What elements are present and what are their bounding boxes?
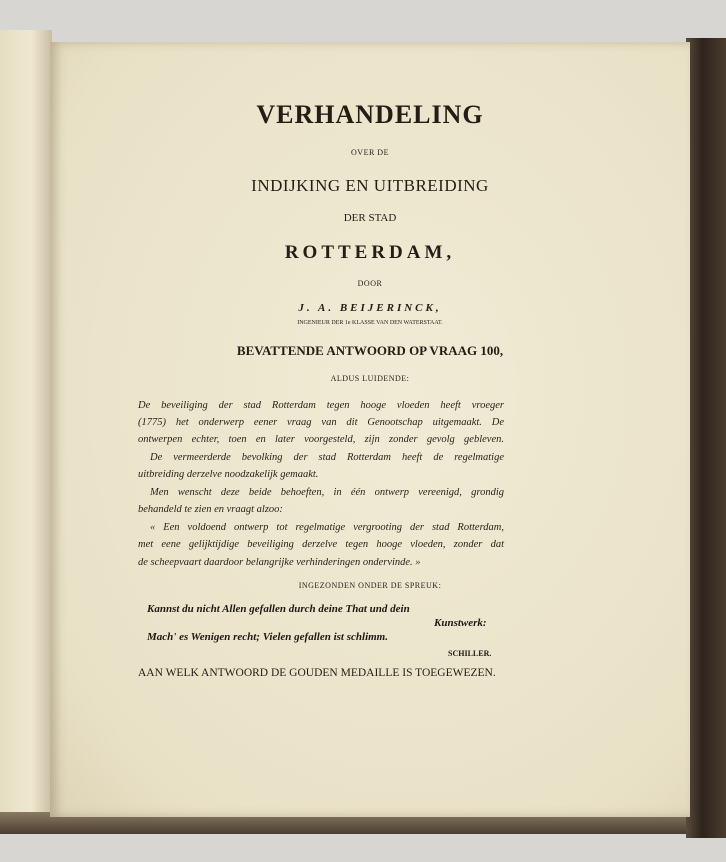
question-line: behandeld te zien en vraagt alzoo: [138, 504, 283, 515]
book-spine-edge [686, 38, 726, 838]
question-line: « Een voldoend ontwerp tot regelmatige vergrooting der stad Rotterdam, [150, 522, 504, 533]
question-line: Men wenscht deze beide behoeften, in één ontwerp vereenigd, grondig [150, 487, 504, 498]
door: DOOR [357, 279, 383, 288]
question-line: de scheepvaart daardoor belangrijke verhinderingen ondervinde. » [138, 557, 421, 568]
aldus-luidende: ALDUS LUIDENDE: [330, 374, 410, 383]
city: ROTTERDAM, [284, 242, 456, 263]
motto-line: Kunstwerk: [434, 617, 487, 629]
left-page [0, 30, 52, 820]
motto-line: Kannst du nicht Allen gefallen durch deine That und dein [147, 603, 410, 615]
over-de: OVER DE [351, 148, 389, 157]
subject: INDIJKING EN UITBREIDING [251, 176, 489, 195]
motto-line: Mach' es Wenigen recht; Vielen gefallen ist schlimm. [147, 631, 388, 643]
contains-line: BEVATTENDE ANTWOORD OP VRAAG 100, [236, 343, 504, 358]
question-line: ontwerpen echter, toen en later voorgesteld, zijn zonder gevolg gebleven. [138, 434, 504, 445]
motto-author: SCHILLER. [448, 649, 492, 658]
question-line: (1775) het onderwerp eener vraag van dit Genootschap uitgemaakt. De [138, 417, 504, 428]
page-title: VERHANDELING [256, 100, 484, 129]
question-line: De beveiliging der stad Rotterdam tegen hooge vloeden heeft vroeger [138, 400, 504, 411]
question-line: met eene gelijktijdige beveiliging derzelve tegen hooge vloeden, zonder dat [138, 539, 504, 550]
der-stad: DER STAD [343, 212, 397, 224]
motto-intro: INGEZONDEN ONDER DE SPREUK: [298, 581, 442, 590]
author: J. A. BEIJERINCK, [298, 302, 442, 314]
author-title: INGENIEUR DER 1e KLASSE VAN DEN WATERSTAAT. [297, 320, 443, 326]
award-line: AAN WELK ANTWOORD DE GOUDEN MEDAILLE IS TOEGEWEZEN. [138, 667, 496, 679]
question-line: De vermeerderde bevolking der stad Rotterdam heeft de regelmatige [150, 452, 504, 463]
question-line: uitbreiding derzelve noodzakelijk gemaakt. [138, 469, 319, 480]
